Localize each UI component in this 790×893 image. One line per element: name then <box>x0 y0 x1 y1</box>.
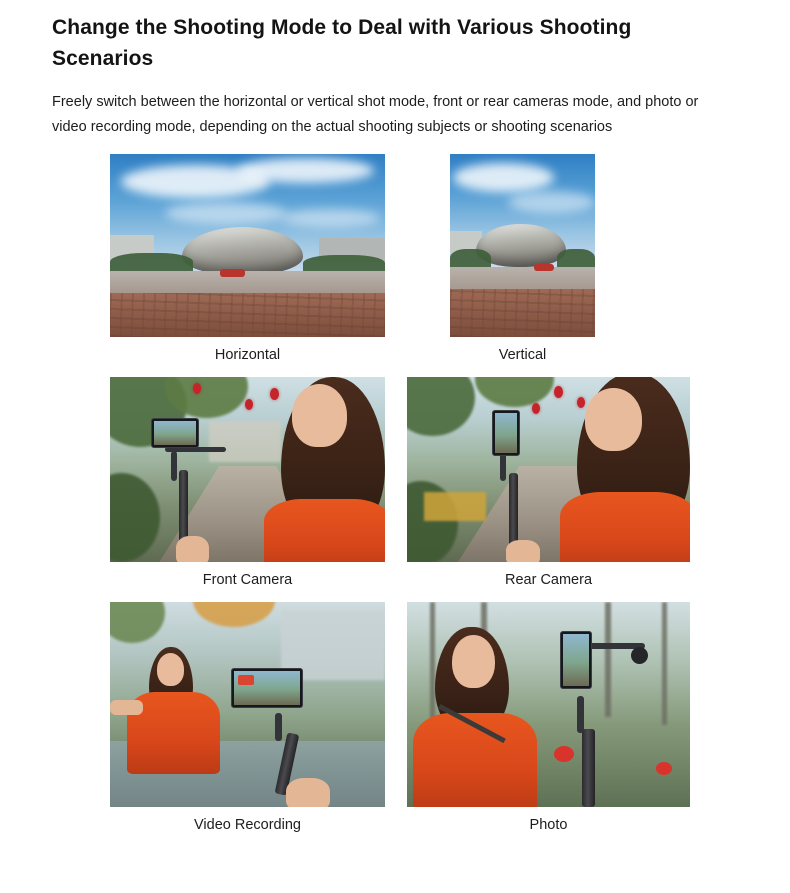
rear-camera-sample <box>407 377 690 562</box>
background-house <box>209 421 281 462</box>
brick-pavement <box>110 293 385 337</box>
vertical-shot-sample <box>450 154 595 337</box>
page-description: Freely switch between the horizontal or vertical shot mode, front or rear cameras mode, and photo or video recording mode, depending on the actual shooting subjects or shooting scenarios <box>52 94 699 135</box>
lantern <box>193 383 201 394</box>
gallery-item-rear-camera <box>407 377 690 600</box>
brick-pavement <box>450 289 595 337</box>
outstretched-arm <box>110 700 143 714</box>
dome-building <box>182 227 303 275</box>
phone-mounted <box>231 668 303 708</box>
record-indicator <box>238 675 254 685</box>
gallery-item-front-camera <box>110 377 385 600</box>
hand <box>286 778 330 807</box>
gallery-row <box>52 602 738 845</box>
gallery-row <box>52 154 738 375</box>
parked-car <box>220 269 245 276</box>
gimbal-arm <box>171 451 177 481</box>
hand <box>176 536 209 562</box>
phone-mounted <box>492 410 520 456</box>
gimbal-arm <box>275 713 282 742</box>
gallery-row <box>52 377 738 600</box>
phone-screen <box>154 421 196 445</box>
orange-sweater <box>560 492 690 562</box>
page-title: Change the Shooting Mode to Deal with Various Shooting Scenarios <box>52 16 632 70</box>
cloud-shape <box>508 191 595 213</box>
gallery-caption: Horizontal <box>214 347 281 363</box>
photo-sample <box>407 602 690 807</box>
red-flower <box>554 746 574 762</box>
woman-face <box>292 384 347 447</box>
phone-mounted <box>560 631 592 689</box>
gallery-item-photo <box>407 602 690 845</box>
gimbal-handle <box>582 729 595 807</box>
phone-screen <box>563 634 589 686</box>
gallery-caption: Vertical <box>498 347 547 363</box>
gallery-item-video-recording <box>110 602 385 845</box>
tree-trunk <box>662 602 667 725</box>
lantern <box>532 403 540 414</box>
phone-mounted <box>151 418 199 448</box>
woman-face <box>585 388 642 451</box>
tree-trunk <box>605 602 611 717</box>
gimbal-arm <box>165 447 226 452</box>
gallery-caption: Photo <box>529 817 568 833</box>
orange-sweater <box>264 499 385 562</box>
parked-car <box>534 264 554 271</box>
gallery-item-horizontal <box>110 154 385 375</box>
cloud-shape <box>165 202 286 224</box>
gimbal-motor <box>631 647 648 664</box>
gallery-caption: Rear Camera <box>504 572 593 588</box>
front-camera-sample <box>110 377 385 562</box>
gallery-caption: Video Recording <box>194 817 301 833</box>
flower-planter <box>424 492 486 522</box>
lantern <box>270 388 279 400</box>
woman-face <box>452 635 494 688</box>
hand <box>506 540 540 562</box>
woman-face <box>157 653 185 686</box>
red-flower <box>656 762 672 775</box>
video-recording-sample <box>110 602 385 807</box>
gallery-item-vertical <box>415 154 630 375</box>
lantern <box>245 399 253 410</box>
gallery-caption: Front Camera <box>202 572 293 588</box>
horizontal-shot-sample <box>110 154 385 337</box>
sample-image-gallery <box>52 154 738 845</box>
cloud-shape <box>281 209 380 227</box>
cloud-shape <box>237 158 375 184</box>
tree-trunk <box>430 602 435 721</box>
gimbal-arm <box>577 696 584 733</box>
phone-screen <box>495 413 517 453</box>
